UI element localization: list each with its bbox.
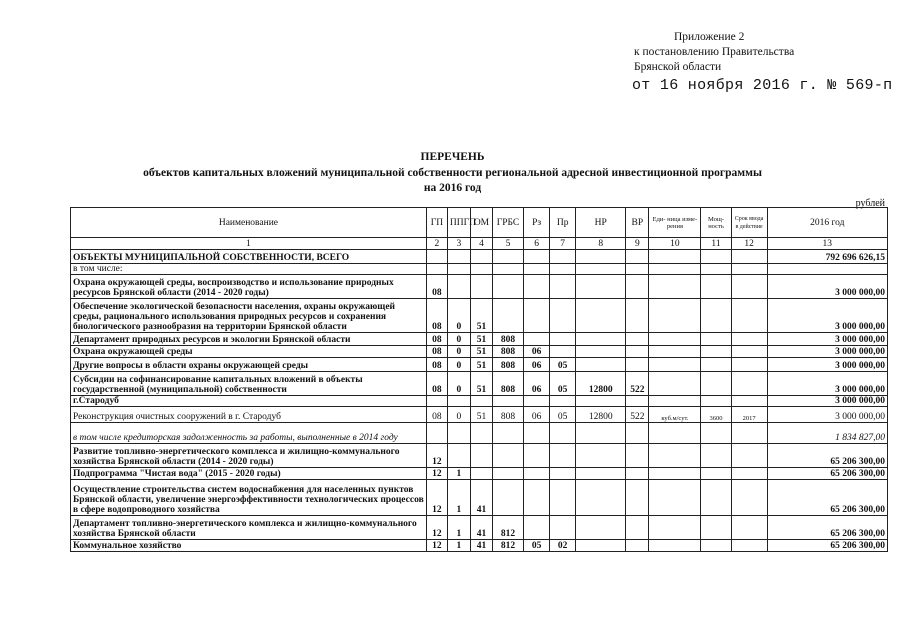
row-gp: 12 bbox=[426, 444, 447, 468]
row-nr: 12800 bbox=[576, 372, 626, 396]
row-grbs: 808 bbox=[493, 358, 524, 372]
row-name: Охрана окружающей среды bbox=[71, 346, 427, 358]
row-ppgp: 1 bbox=[447, 540, 470, 552]
row-om: 41 bbox=[470, 480, 492, 516]
row-name: Коммунальное хозяйство bbox=[71, 540, 427, 552]
row-term bbox=[731, 358, 767, 372]
row-nr bbox=[576, 275, 626, 299]
row-vr bbox=[626, 299, 649, 333]
row-unit bbox=[649, 275, 701, 299]
row-nr: 12800 bbox=[576, 407, 626, 423]
document-subtitle: объектов капитальных вложений муниципальной собственности региональной адресной инвестиционной программы bbox=[143, 167, 762, 179]
row-om: 51 bbox=[470, 407, 492, 423]
row-amount: 3 000 000,00 bbox=[767, 275, 887, 299]
col-header-gp: ГП bbox=[426, 208, 447, 238]
row-amount: 3 000 000,00 bbox=[767, 333, 887, 346]
col-header-rz: Рз bbox=[524, 208, 550, 238]
row-rz bbox=[524, 264, 550, 275]
row-unit bbox=[649, 299, 701, 333]
row-name: Реконструкция очистных сооружений в г. Стародуб bbox=[71, 407, 427, 423]
row-ppgp bbox=[447, 264, 470, 275]
table-row bbox=[71, 264, 888, 275]
row-om bbox=[470, 250, 492, 264]
row-name: в том числе кредиторская задолженность за работы, выполненные в 2014 году bbox=[71, 423, 427, 444]
table-row bbox=[71, 540, 888, 552]
row-grbs bbox=[493, 250, 524, 264]
row-gp: 08 bbox=[426, 346, 447, 358]
row-rz bbox=[524, 516, 550, 540]
row-gp bbox=[426, 396, 447, 407]
row-om bbox=[470, 396, 492, 407]
row-vr bbox=[626, 333, 649, 346]
row-name: Субсидии на софинансирование капитальных вложений в объекты государственной (муниципальной) собственности bbox=[71, 372, 427, 396]
row-unit bbox=[649, 516, 701, 540]
row-term bbox=[731, 480, 767, 516]
row-capacity bbox=[701, 264, 731, 275]
row-nr bbox=[576, 540, 626, 552]
row-nr bbox=[576, 346, 626, 358]
row-grbs bbox=[493, 480, 524, 516]
col-number: 6 bbox=[524, 238, 550, 250]
row-amount: 65 206 300,00 bbox=[767, 468, 887, 480]
col-header-vr: ВР bbox=[626, 208, 649, 238]
investment-table bbox=[70, 207, 888, 552]
row-amount: 3 000 000,00 bbox=[767, 299, 887, 333]
row-name: Обеспечение экологической безопасности населения, охраны окружающей среды, рационального использования природных ресурсов и сохранения биологического разнообразия на территории Брянской области bbox=[71, 299, 427, 333]
row-gp: 08 bbox=[426, 407, 447, 423]
row-amount: 65 206 300,00 bbox=[767, 516, 887, 540]
table-body bbox=[71, 250, 888, 552]
col-number: 5 bbox=[493, 238, 524, 250]
row-grbs bbox=[493, 444, 524, 468]
row-pr bbox=[550, 299, 576, 333]
row-vr bbox=[626, 396, 649, 407]
row-rz: 06 bbox=[524, 346, 550, 358]
header-row bbox=[71, 208, 888, 238]
col-number: 11 bbox=[701, 238, 731, 250]
col-number: 7 bbox=[550, 238, 576, 250]
row-pr bbox=[550, 480, 576, 516]
row-gp bbox=[426, 264, 447, 275]
row-capacity bbox=[701, 333, 731, 346]
table-row bbox=[71, 468, 888, 480]
row-grbs: 812 bbox=[493, 540, 524, 552]
row-pr bbox=[550, 396, 576, 407]
row-gp: 08 bbox=[426, 372, 447, 396]
row-term bbox=[731, 250, 767, 264]
col-number: 2 bbox=[426, 238, 447, 250]
row-term: 2017 bbox=[731, 407, 767, 423]
row-unit bbox=[649, 346, 701, 358]
row-ppgp: 0 bbox=[447, 346, 470, 358]
row-term bbox=[731, 372, 767, 396]
row-nr bbox=[576, 444, 626, 468]
row-rz: 06 bbox=[524, 407, 550, 423]
row-rz bbox=[524, 275, 550, 299]
table-row bbox=[71, 346, 888, 358]
row-ppgp: 0 bbox=[447, 407, 470, 423]
row-om: 51 bbox=[470, 299, 492, 333]
row-om: 51 bbox=[470, 333, 492, 346]
table-row bbox=[71, 333, 888, 346]
row-om: 51 bbox=[470, 346, 492, 358]
row-name: Охрана окружающей среды, воспроизводство и использование природных ресурсов Брянской области (2014 - 2020 годы) bbox=[71, 275, 427, 299]
row-term bbox=[731, 264, 767, 275]
col-number: 9 bbox=[626, 238, 649, 250]
row-pr bbox=[550, 444, 576, 468]
row-unit bbox=[649, 423, 701, 444]
col-header-capacity: Мощ- ность bbox=[701, 208, 731, 238]
row-nr bbox=[576, 516, 626, 540]
row-pr bbox=[550, 468, 576, 480]
row-term bbox=[731, 333, 767, 346]
row-name: Подпрограмма "Чистая вода" (2015 - 2020 годы) bbox=[71, 468, 427, 480]
row-name: в том числе: bbox=[71, 264, 427, 275]
row-grbs bbox=[493, 396, 524, 407]
col-header-om: ОМ bbox=[470, 208, 492, 238]
row-nr bbox=[576, 264, 626, 275]
row-grbs: 812 bbox=[493, 516, 524, 540]
row-ppgp bbox=[447, 444, 470, 468]
row-term bbox=[731, 468, 767, 480]
row-capacity bbox=[701, 396, 731, 407]
col-number: 13 bbox=[767, 238, 887, 250]
row-gp: 08 bbox=[426, 358, 447, 372]
row-ppgp bbox=[447, 275, 470, 299]
col-number: 1 bbox=[71, 238, 427, 250]
row-capacity bbox=[701, 540, 731, 552]
col-number: 10 bbox=[649, 238, 701, 250]
row-vr bbox=[626, 480, 649, 516]
row-unit bbox=[649, 358, 701, 372]
row-ppgp: 0 bbox=[447, 299, 470, 333]
row-ppgp: 0 bbox=[447, 358, 470, 372]
row-om bbox=[470, 423, 492, 444]
currency-unit: рублей bbox=[855, 198, 885, 209]
row-rz bbox=[524, 480, 550, 516]
row-rz bbox=[524, 396, 550, 407]
row-rz: 06 bbox=[524, 372, 550, 396]
row-om: 41 bbox=[470, 540, 492, 552]
row-rz bbox=[524, 468, 550, 480]
row-pr: 05 bbox=[550, 372, 576, 396]
row-unit bbox=[649, 333, 701, 346]
row-om bbox=[470, 264, 492, 275]
col-number: 3 bbox=[447, 238, 470, 250]
row-amount: 3 000 000,00 bbox=[767, 396, 887, 407]
row-rz bbox=[524, 423, 550, 444]
row-pr bbox=[550, 264, 576, 275]
row-pr: 02 bbox=[550, 540, 576, 552]
row-nr bbox=[576, 396, 626, 407]
row-grbs: 808 bbox=[493, 407, 524, 423]
row-nr bbox=[576, 358, 626, 372]
row-amount bbox=[767, 264, 887, 275]
row-nr bbox=[576, 299, 626, 333]
row-amount: 1 834 827,00 bbox=[767, 423, 887, 444]
col-header-pr: Пр bbox=[550, 208, 576, 238]
col-header-name: Наименование bbox=[71, 208, 427, 238]
row-pr bbox=[550, 346, 576, 358]
row-vr bbox=[626, 423, 649, 444]
table-row bbox=[71, 480, 888, 516]
row-capacity bbox=[701, 275, 731, 299]
row-term bbox=[731, 396, 767, 407]
row-amount: 65 206 300,00 bbox=[767, 480, 887, 516]
row-grbs bbox=[493, 468, 524, 480]
row-om bbox=[470, 444, 492, 468]
header-number-row bbox=[71, 238, 888, 250]
row-vr bbox=[626, 468, 649, 480]
row-pr bbox=[550, 423, 576, 444]
row-name: Департамент топливно-энергетического комплекса и жилищно-коммунального хозяйства Брянской области bbox=[71, 516, 427, 540]
row-vr: 522 bbox=[626, 407, 649, 423]
row-amount: 3 000 000,00 bbox=[767, 407, 887, 423]
row-capacity bbox=[701, 299, 731, 333]
row-nr bbox=[576, 250, 626, 264]
table-row bbox=[71, 396, 888, 407]
row-name: Осуществление строительства систем водоснабжения для населенных пунктов Брянской области, увеличение энергоэффективности технологических процессов в сфере водопроводного хозяйства bbox=[71, 480, 427, 516]
row-ppgp: 0 bbox=[447, 333, 470, 346]
row-vr: 522 bbox=[626, 372, 649, 396]
col-header-grbs: ГРБС bbox=[493, 208, 524, 238]
row-name: Другие вопросы в области охраны окружающей среды bbox=[71, 358, 427, 372]
col-number: 8 bbox=[576, 238, 626, 250]
row-unit bbox=[649, 444, 701, 468]
row-ppgp: 1 bbox=[447, 468, 470, 480]
col-header-term: Срок ввода в действие bbox=[731, 208, 767, 238]
row-name: г.Стародуб bbox=[71, 396, 427, 407]
row-unit bbox=[649, 250, 701, 264]
row-om: 51 bbox=[470, 358, 492, 372]
decree-date-number: от 16 ноября 2016 г. № 569-п bbox=[632, 77, 893, 94]
row-amount: 3 000 000,00 bbox=[767, 372, 887, 396]
row-unit bbox=[649, 396, 701, 407]
row-om bbox=[470, 275, 492, 299]
row-vr bbox=[626, 250, 649, 264]
row-amount: 65 206 300,00 bbox=[767, 444, 887, 468]
row-name: ОБЪЕКТЫ МУНИЦИПАЛЬНОЙ СОБСТВЕННОСТИ, ВСЕГО bbox=[71, 250, 427, 264]
row-ppgp: 1 bbox=[447, 516, 470, 540]
row-ppgp: 0 bbox=[447, 372, 470, 396]
row-gp: 12 bbox=[426, 540, 447, 552]
row-capacity bbox=[701, 250, 731, 264]
row-vr bbox=[626, 540, 649, 552]
row-gp: 12 bbox=[426, 480, 447, 516]
row-capacity bbox=[701, 423, 731, 444]
table-row bbox=[71, 407, 888, 423]
col-header-nr: НР bbox=[576, 208, 626, 238]
row-rz: 06 bbox=[524, 358, 550, 372]
row-unit bbox=[649, 540, 701, 552]
table-row bbox=[71, 516, 888, 540]
row-capacity bbox=[701, 346, 731, 358]
row-gp: 08 bbox=[426, 275, 447, 299]
row-name: Развитие топливно-энергетического комплекса и жилищно-коммунального хозяйства Брянской области (2014 - 2020 годы) bbox=[71, 444, 427, 468]
col-header-amount: 2016 год bbox=[767, 208, 887, 238]
row-rz: 05 bbox=[524, 540, 550, 552]
row-nr bbox=[576, 423, 626, 444]
appendix-block bbox=[634, 30, 794, 75]
appendix-ref: к постановлению Правительства bbox=[634, 46, 795, 58]
row-om: 41 bbox=[470, 516, 492, 540]
row-pr bbox=[550, 250, 576, 264]
row-vr bbox=[626, 444, 649, 468]
table-row bbox=[71, 372, 888, 396]
row-rz bbox=[524, 299, 550, 333]
row-capacity bbox=[701, 372, 731, 396]
appendix-number: Приложение 2 bbox=[674, 31, 745, 43]
table-row bbox=[71, 358, 888, 372]
table-row bbox=[71, 250, 888, 264]
row-capacity bbox=[701, 468, 731, 480]
row-vr bbox=[626, 358, 649, 372]
row-name: Департамент природных ресурсов и экологии Брянской области bbox=[71, 333, 427, 346]
row-term bbox=[731, 540, 767, 552]
document-title: ПЕРЕЧЕНЬ bbox=[420, 151, 485, 163]
row-grbs: 808 bbox=[493, 333, 524, 346]
row-capacity: 3600 bbox=[701, 407, 731, 423]
row-unit bbox=[649, 264, 701, 275]
row-capacity bbox=[701, 516, 731, 540]
table-row bbox=[71, 275, 888, 299]
row-rz bbox=[524, 333, 550, 346]
row-gp: 08 bbox=[426, 299, 447, 333]
row-rz bbox=[524, 444, 550, 468]
row-ppgp bbox=[447, 250, 470, 264]
row-term bbox=[731, 275, 767, 299]
row-vr bbox=[626, 346, 649, 358]
row-ppgp bbox=[447, 396, 470, 407]
row-vr bbox=[626, 516, 649, 540]
row-om: 51 bbox=[470, 372, 492, 396]
row-gp: 08 bbox=[426, 333, 447, 346]
row-capacity bbox=[701, 480, 731, 516]
row-grbs bbox=[493, 275, 524, 299]
row-rz bbox=[524, 250, 550, 264]
row-term bbox=[731, 444, 767, 468]
appendix-region: Брянской области bbox=[634, 61, 722, 73]
row-unit bbox=[649, 372, 701, 396]
col-header-unit: Еди- ница изме- рения bbox=[649, 208, 701, 238]
document-year: на 2016 год bbox=[423, 182, 482, 194]
row-unit bbox=[649, 480, 701, 516]
col-number: 12 bbox=[731, 238, 767, 250]
row-pr bbox=[550, 516, 576, 540]
row-amount: 65 206 300,00 bbox=[767, 540, 887, 552]
row-pr bbox=[550, 275, 576, 299]
row-term bbox=[731, 346, 767, 358]
row-nr bbox=[576, 480, 626, 516]
row-gp bbox=[426, 423, 447, 444]
row-grbs: 808 bbox=[493, 372, 524, 396]
row-pr bbox=[550, 333, 576, 346]
row-om bbox=[470, 468, 492, 480]
row-nr bbox=[576, 468, 626, 480]
row-term bbox=[731, 423, 767, 444]
row-term bbox=[731, 516, 767, 540]
row-gp: 12 bbox=[426, 516, 447, 540]
row-amount: 792 696 626,15 bbox=[767, 250, 887, 264]
row-amount: 3 000 000,00 bbox=[767, 358, 887, 372]
row-grbs bbox=[493, 423, 524, 444]
row-grbs: 808 bbox=[493, 346, 524, 358]
row-ppgp: 1 bbox=[447, 480, 470, 516]
row-grbs bbox=[493, 299, 524, 333]
row-capacity bbox=[701, 358, 731, 372]
row-unit: куб.м/сут. bbox=[649, 407, 701, 423]
row-unit bbox=[649, 468, 701, 480]
row-pr: 05 bbox=[550, 358, 576, 372]
row-amount: 3 000 000,00 bbox=[767, 346, 887, 358]
row-ppgp bbox=[447, 423, 470, 444]
row-nr bbox=[576, 333, 626, 346]
row-term bbox=[731, 299, 767, 333]
row-pr: 05 bbox=[550, 407, 576, 423]
row-capacity bbox=[701, 444, 731, 468]
table-row bbox=[71, 299, 888, 333]
col-header-ppgp: ППГП bbox=[447, 208, 470, 238]
table-row bbox=[71, 423, 888, 444]
row-vr bbox=[626, 264, 649, 275]
row-gp: 12 bbox=[426, 468, 447, 480]
row-gp bbox=[426, 250, 447, 264]
row-grbs bbox=[493, 264, 524, 275]
table-row bbox=[71, 444, 888, 468]
row-vr bbox=[626, 275, 649, 299]
col-number: 4 bbox=[470, 238, 492, 250]
